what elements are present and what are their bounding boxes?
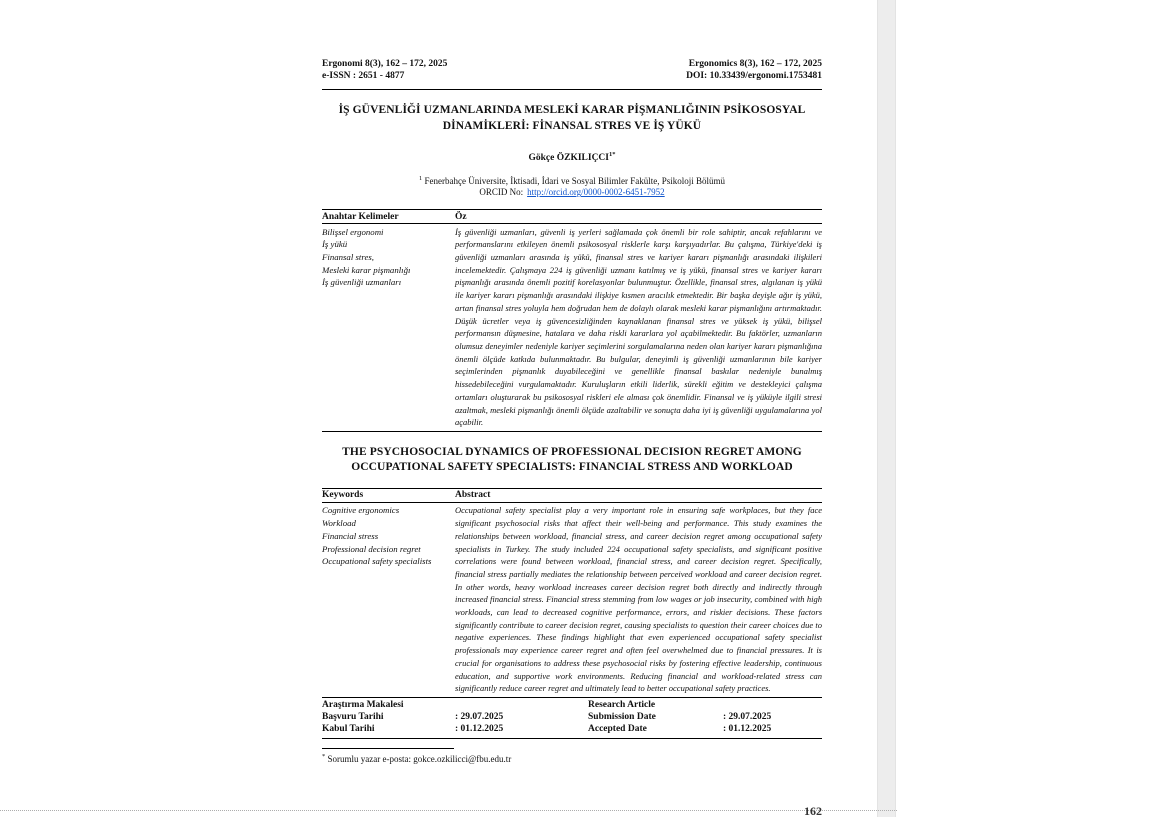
- footnote: [322, 748, 822, 764]
- author-name: [322, 151, 822, 163]
- article-type-tr: Araştırma Makalesi: [322, 699, 404, 710]
- keyword-list-tr: [322, 226, 455, 429]
- page-bottom-divider: [0, 810, 897, 811]
- keyword-tr: Bilişsel ergonomi: [322, 226, 384, 237]
- keywords-header-tr: Anahtar Kelimeler: [322, 211, 399, 222]
- journal-issn: e-ISSN : 2651 - 4877: [322, 71, 405, 81]
- abstract-header-en: Abstract: [455, 490, 491, 501]
- meta-row-type: [322, 699, 822, 711]
- keywords-header-en: Keywords: [322, 490, 364, 501]
- accepted-value-tr: : 01.12.2025: [455, 724, 504, 735]
- keyword-en: Cognitive ergonomics: [322, 505, 400, 516]
- article-type-en: Research Article: [588, 699, 656, 710]
- abstract-header-tr: Öz: [455, 211, 467, 222]
- submission-value-en: : 29.07.2025: [723, 712, 772, 723]
- turkish-abstract-table: [322, 209, 822, 432]
- accepted-label-tr: Kabul Tarihi: [322, 724, 375, 735]
- english-table-body: [322, 503, 822, 698]
- article-title-tr: İŞ GÜVENLİĞİ UZMANLARINDA MESLEKİ KARAR PİŞMANLIĞININ PSİKOSOSYAL DİNAMİKLERİ: FİNANSAL STRES VE İŞ YÜKÜ: [338, 104, 806, 132]
- submission-label-tr: Başvuru Tarihi: [322, 712, 384, 723]
- footnote-asterisk: *: [322, 752, 326, 760]
- page-number: 162: [804, 804, 822, 817]
- meta-row-submission: [322, 711, 822, 723]
- turkish-table-header: [322, 210, 822, 224]
- footnote-divider: [322, 748, 454, 749]
- journal-citation-en: Ergonomics 8(3), 162 – 172, 2025: [688, 59, 822, 69]
- accepted-value-en: : 01.12.2025: [723, 724, 772, 735]
- article-meta-table: [322, 698, 822, 739]
- scrollbar-track[interactable]: [877, 0, 896, 817]
- article-title-en: THE PSYCHOSOCIAL DYNAMICS OF PROFESSIONAL DECISION REGRET AMONG OCCUPATIONAL SAFETY SPECIALISTS: FINANCIAL STRESS AND WORKLOAD: [342, 445, 802, 474]
- meta-spacer: [723, 699, 822, 711]
- journal-citation-tr: Ergonomi 8(3), 162 – 172, 2025: [322, 59, 448, 69]
- meta-spacer: [455, 699, 588, 711]
- journal-doi: DOI: 10.33439/ergonomi.1753481: [686, 71, 822, 81]
- submission-value-tr: : 29.07.2025: [455, 712, 504, 723]
- orcid-line: [322, 187, 822, 197]
- keyword-en: Financial stress: [322, 530, 379, 541]
- turkish-table-body: [322, 224, 822, 432]
- keyword-tr: Mesleki karar pişmanlığı: [322, 264, 411, 275]
- footnote-text: [322, 753, 822, 764]
- affiliation-text: Fenerbahçe Üniversite, İktisadi, İdari ve Sosyal Bilimler Fakülte, Psikoloji Bölümü: [424, 176, 725, 187]
- keyword-en: Workload: [322, 518, 356, 529]
- submission-label-en: Submission Date: [588, 712, 656, 723]
- orcid-label: ORCID No:: [479, 187, 524, 198]
- journal-header-left: [322, 58, 447, 82]
- author-name-text: Gökçe ÖZKILIÇCI: [528, 153, 609, 164]
- keyword-tr: İş yükü: [322, 239, 348, 250]
- meta-row-accepted: [322, 723, 822, 735]
- abstract-text-en: Occupational safety specialist play a very important role in ensuring safe workplaces, but they face significant psychosocial risks that affect their well-being and performance. This study examines the relationships between workload, financial stress, and career decision regret among occupational safety specialists in Turkey. The study included 224 occupational safety specialists, and significant positive correlations were found between workload, financial stress, and career decision regret. Specifically, financial stress partially mediates the relationship between perceived workload and career decision regret. In other words, heavy workload increases career decision regret both directly and indirectly through increased financial stress. Financial stress stemming from low wages or job insecurity, combined with high workloads, can lead to decreased cognitive performance, errors, and riskier decisions. These factors significantly contribute to career decision regret, causing specialists to question their career choices due to negative experiences. These findings highlight that even experienced occupational safety specialist professionals may experience career regret and often feel overwhelmed due to financial pressures. It is crucial for organisations to address these psychosocial risks by fostering effective leadership, continuous education, and supportive work environments. Reducing financial and workload-related stress can significantly reduce career regret and ultimately lead to better occupational safety practices.: [455, 505, 822, 694]
- english-abstract-table: [322, 488, 822, 698]
- journal-header: [322, 58, 822, 82]
- author-superscript: 1*: [609, 151, 616, 158]
- affiliation-superscript: 1: [419, 175, 423, 183]
- affiliation: [322, 175, 822, 186]
- article-page: [322, 0, 822, 764]
- keyword-tr: Finansal stres,: [322, 252, 374, 263]
- keyword-en: Occupational safety specialists: [322, 556, 432, 567]
- header-divider: [322, 89, 822, 90]
- keyword-list-en: [322, 504, 455, 695]
- journal-header-right: [686, 58, 822, 82]
- keyword-tr: İş güvenliği uzmanları: [322, 277, 402, 288]
- orcid-link[interactable]: http://orcid.org/0000-0002-6451-7952: [527, 187, 665, 198]
- english-table-header: [322, 489, 822, 503]
- abstract-text-tr: İş güvenliği uzmanları, güvenli iş yerleri sağlamada çok önemli bir role sahiptir, ancak refahlarını ve performanslarını etkileyen önemli psikososyal risklerle karşı karşıyadırlar. Bu çalışma, Türkiye'deki iş güvenliği uzmanları arasında iş yükü, finansal stres ve kariyer kararı pişmanlığı arasındaki ilişkileri incelemektedir. Çalışmaya 224 iş güvenliği uzmanı katılmış ve iş yükü, finansal stres ve kariyer kararı pişmanlığı arasında önemli pozitif korelasyonlar bulunmuştur. Özellikle, finansal stres, algılanan iş yükü ile kariyer kararı pişmanlığı arasındaki ilişkiye kısmen aracılık etmektedir. Bir başka deyişle ağır iş yükü, artan finansal stres yoluyla hem doğrudan hem de dolaylı olarak mesleki karar pişmanlığını artırmaktadır. Düşük ücretler veya iş güvencesizliğinden kaynaklanan finansal stres ve yüksek iş yükü, bilişsel performansın düşmesine, hatalara ve daha riskli kararlara yol açabilmektedir. Bu faktörler, uzmanların olumsuz deneyimler nedeniyle kariyer seçimlerini sorgulamalarına neden olan kariyer kararı pişmanlığına önemli ölçüde katkıda bulunmaktadır. Bu bulgular, deneyimli iş güvenliği uzmanlarının bile kariyer seçimlerinden pişmanlık duyabileceğini ve genellikle finansal baskılar nedeniyle bunalmış hissedebileceğini vurgulamaktadır. Kuruluşların etkili liderlik, sürekli eğitim ve destekleyici çalışma ortamları oluşturarak bu psikososyal riskleri ele alması çok önemlidir. Finansal ve iş yüküyle ilgili stresi azaltmak, mesleki pişmanlığı önemli ölçüde azaltabilir ve sonuçta daha iyi iş güvenliği uygulamalarına yol açabilir.: [455, 226, 822, 428]
- accepted-label-en: Accepted Date: [588, 724, 647, 735]
- keyword-en: Professional decision regret: [322, 543, 421, 554]
- corresponding-author-email: Sorumlu yazar e-posta: gokce.ozkilicci@fbu.edu.tr: [327, 753, 512, 764]
